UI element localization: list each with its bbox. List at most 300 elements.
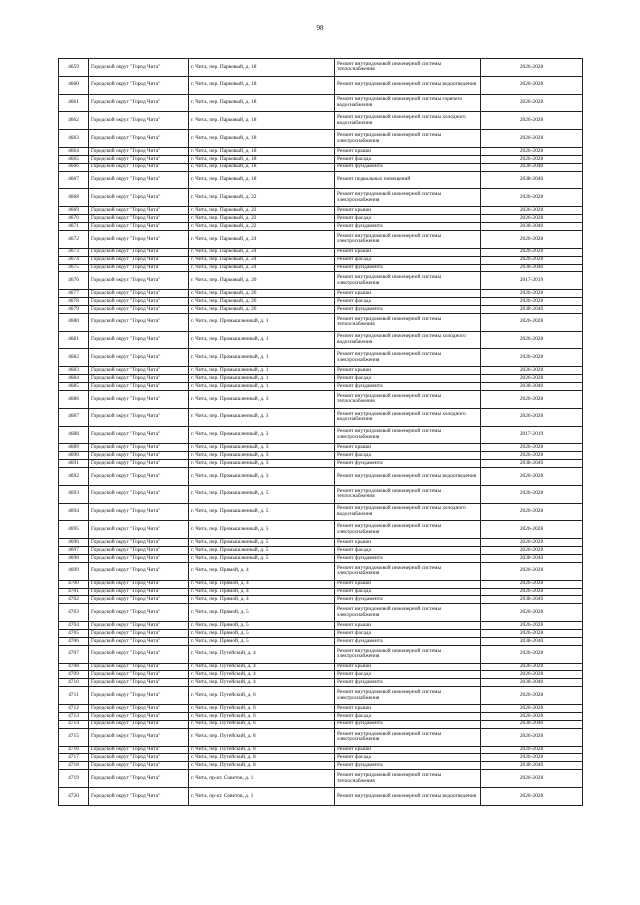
period-cell: 2026-2028	[481, 444, 583, 452]
work-type-cell: Ремонт крыши	[335, 539, 481, 547]
period-cell: 2026-2028	[481, 604, 583, 622]
work-type-cell: Ремонт фасада	[335, 671, 481, 679]
address-cell: г. Чита, пер. Парковый, д. 18	[189, 112, 335, 130]
table-row	[59, 171, 583, 189]
table-row	[59, 215, 583, 223]
address-cell: г. Чита, пер. Путейский, д. 6	[189, 705, 335, 713]
row-number: 4691	[59, 460, 89, 468]
municipality-cell: Городской округ "Город Чита"	[89, 256, 189, 264]
row-number: 4684	[59, 375, 89, 383]
municipality-cell: Городской округ "Город Чита"	[89, 248, 189, 256]
work-type-cell: Ремонт фасада	[335, 215, 481, 223]
municipality-cell: Городской округ "Город Чита"	[89, 207, 189, 215]
table-row	[59, 189, 583, 207]
table-row	[59, 539, 583, 547]
work-type-cell: Ремонт крыши	[335, 622, 481, 630]
address-cell: г. Чита, пер. Путейский, д. 4	[189, 645, 335, 663]
address-cell: г. Чита, пер. Промышленный, д. 1	[189, 375, 335, 383]
table-row	[59, 305, 583, 313]
municipality-cell: Городской округ "Город Чита"	[89, 223, 189, 231]
table-row	[59, 762, 583, 770]
period-cell: 2026-2028	[481, 408, 583, 426]
period-cell: 2038-2040	[481, 383, 583, 391]
work-type-cell: Ремонт внутридомовой инженерной системы холодного водоснабжения	[335, 503, 481, 521]
address-cell: г. Чита, пер. Парковый, д. 22	[189, 207, 335, 215]
work-type-cell: Ремонт фундамента	[335, 637, 481, 645]
address-cell: г. Чита, пер. Парковый, д. 18	[189, 130, 335, 148]
address-cell: г. Чита, пер. Прямой, д. 5	[189, 622, 335, 630]
table-row	[59, 313, 583, 331]
work-type-cell: Ремонт фундамента	[335, 264, 481, 272]
work-type-cell: Ремонт фасада	[335, 452, 481, 460]
table-row	[59, 588, 583, 596]
address-cell: г. Чита, пер. Промышленный, д. 3	[189, 467, 335, 485]
work-type-cell: Ремонт крыши	[335, 705, 481, 713]
work-type-cell: Ремонт фундамента	[335, 596, 481, 604]
period-cell: 2026-2028	[481, 155, 583, 163]
work-type-cell: Ремонт фасада	[335, 547, 481, 555]
table-row	[59, 272, 583, 290]
work-type-cell: Ремонт внутридомовой инженерной системы теплоснабжения	[335, 770, 481, 788]
row-number: 4668	[59, 189, 89, 207]
address-cell: г. Чита, пер. Промышленный, д. 1	[189, 349, 335, 367]
work-type-cell: Ремонт внутридомовой инженерной системы холодного водоснабжения	[335, 408, 481, 426]
table-row	[59, 59, 583, 77]
period-cell: 2026-2028	[481, 248, 583, 256]
table-row	[59, 604, 583, 622]
row-number: 4714	[59, 720, 89, 728]
address-cell: г. Чита, пер. Путейский, д. 6	[189, 720, 335, 728]
row-number: 4708	[59, 663, 89, 671]
row-number: 4706	[59, 637, 89, 645]
row-number: 4720	[59, 787, 89, 805]
period-cell: 2026-2028	[481, 130, 583, 148]
work-type-cell: Ремонт крыши	[335, 663, 481, 671]
row-number: 4670	[59, 215, 89, 223]
municipality-cell: Городской округ "Город Чита"	[89, 630, 189, 638]
work-type-cell: Ремонт внутридомовой инженерной системы электроснабжения	[335, 130, 481, 148]
table-row	[59, 390, 583, 408]
address-cell: г. Чита, пер. Парковый, д. 24	[189, 256, 335, 264]
work-type-cell: Ремонт крыши	[335, 290, 481, 298]
work-type-cell: Ремонт внутридомовой инженерной системы электроснабжения	[335, 349, 481, 367]
work-type-cell: Ремонт фундамента	[335, 383, 481, 391]
address-cell: г. Чита, пер. Парковый, д. 18	[189, 163, 335, 171]
table-row	[59, 485, 583, 503]
municipality-cell: Городской округ "Город Чита"	[89, 671, 189, 679]
row-number: 4680	[59, 313, 89, 331]
period-cell: 2017-2019	[481, 272, 583, 290]
period-cell: 2038-2040	[481, 637, 583, 645]
address-cell: г. Чита, пер. Путейский, д. 4	[189, 679, 335, 687]
row-number: 4666	[59, 163, 89, 171]
municipality-cell: Городской округ "Город Чита"	[89, 367, 189, 375]
address-cell: г. Чита, пер. Парковый, д. 22	[189, 215, 335, 223]
table-row	[59, 705, 583, 713]
row-number: 4687	[59, 408, 89, 426]
work-type-cell: Ремонт крыши	[335, 367, 481, 375]
row-number: 4686	[59, 390, 89, 408]
period-cell: 2038-2040	[481, 460, 583, 468]
table-row	[59, 147, 583, 155]
table-row	[59, 712, 583, 720]
municipality-cell: Городской округ "Город Чита"	[89, 728, 189, 746]
table-row	[59, 754, 583, 762]
row-number: 4710	[59, 679, 89, 687]
period-cell: 2026-2028	[481, 562, 583, 580]
page-number: 98	[316, 24, 324, 32]
row-number: 4695	[59, 521, 89, 539]
address-cell: г. Чита, пер. Путейский, д. 6	[189, 712, 335, 720]
work-type-cell: Ремонт внутридомовой инженерной системы электроснабжения	[335, 728, 481, 746]
period-cell: 2026-2028	[481, 622, 583, 630]
period-cell: 2026-2028	[481, 452, 583, 460]
period-cell: 2026-2028	[481, 215, 583, 223]
work-type-cell: Ремонт внутридомовой инженерной системы электроснабжения	[335, 562, 481, 580]
row-number: 4688	[59, 426, 89, 444]
period-cell: 2038-2040	[481, 305, 583, 313]
municipality-cell: Городской округ "Город Чита"	[89, 408, 189, 426]
work-type-cell: Ремонт внутридомовой инженерной системы холодного водоснабжения	[335, 112, 481, 130]
municipality-cell: Городской округ "Город Чита"	[89, 59, 189, 77]
row-number: 4703	[59, 604, 89, 622]
municipality-cell: Городской округ "Город Чита"	[89, 787, 189, 805]
address-cell: г. Чита, пер. Парковый, д. 18	[189, 155, 335, 163]
address-cell: г. Чита, пер. Промышленный, д. 1	[189, 313, 335, 331]
row-number: 4685	[59, 383, 89, 391]
row-number: 4681	[59, 331, 89, 349]
row-number: 4679	[59, 305, 89, 313]
period-cell: 2026-2028	[481, 503, 583, 521]
municipality-cell: Городской округ "Город Чита"	[89, 155, 189, 163]
address-cell: г. Чита, пер. Промышленный, д. 5	[189, 554, 335, 562]
row-number: 4698	[59, 554, 89, 562]
period-cell: 2026-2028	[481, 787, 583, 805]
row-number: 4709	[59, 671, 89, 679]
municipality-cell: Городской округ "Город Чита"	[89, 290, 189, 298]
table-row	[59, 547, 583, 555]
address-cell: г. Чита, пр-кт. Советов, д. 1	[189, 770, 335, 788]
municipality-cell: Городской округ "Город Чита"	[89, 687, 189, 705]
table-row	[59, 720, 583, 728]
address-cell: г. Чита, пер. Промышленный, д. 1	[189, 367, 335, 375]
row-number: 4701	[59, 588, 89, 596]
address-cell: г. Чита, пер. Промышленный, д. 5	[189, 539, 335, 547]
work-type-cell: Ремонт фасада	[335, 588, 481, 596]
municipality-cell: Городской округ "Город Чита"	[89, 645, 189, 663]
table-row	[59, 580, 583, 588]
table-row	[59, 467, 583, 485]
address-cell: г. Чита, пер. Парковый, д. 26	[189, 272, 335, 290]
municipality-cell: Городской округ "Город Чита"	[89, 147, 189, 155]
table-row	[59, 383, 583, 391]
table-row	[59, 503, 583, 521]
municipality-cell: Городской округ "Город Чита"	[89, 604, 189, 622]
address-cell: г. Чита, пер. Парковый, д. 24	[189, 264, 335, 272]
period-cell: 2026-2028	[481, 770, 583, 788]
work-type-cell: Ремонт внутридомовой инженерной системы водоотведения	[335, 76, 481, 94]
row-number: 4719	[59, 770, 89, 788]
address-cell: г. Чита, пер. Прямой, д. 4	[189, 562, 335, 580]
row-number: 4683	[59, 367, 89, 375]
work-type-cell: Ремонт внутридомовой инженерной системы холодного водоснабжения	[335, 331, 481, 349]
work-type-cell: Ремонт внутридомовой инженерной системы электроснабжения	[335, 645, 481, 663]
work-type-cell: Ремонт внутридомовой инженерной системы электроснабжения	[335, 604, 481, 622]
municipality-cell: Городской округ "Город Чита"	[89, 754, 189, 762]
table-row	[59, 452, 583, 460]
municipality-cell: Городской округ "Город Чита"	[89, 272, 189, 290]
municipality-cell: Городской округ "Город Чита"	[89, 622, 189, 630]
period-cell: 2026-2028	[481, 230, 583, 248]
table-row	[59, 728, 583, 746]
municipality-cell: Городской округ "Город Чита"	[89, 596, 189, 604]
address-cell: г. Чита, пер. Парковый, д. 26	[189, 305, 335, 313]
period-cell: 2026-2028	[481, 390, 583, 408]
table-row	[59, 248, 583, 256]
period-cell: 2038-2040	[481, 163, 583, 171]
table-row	[59, 367, 583, 375]
work-type-cell: Ремонт внутридомовой инженерной системы электроснабжения	[335, 272, 481, 290]
address-cell: г. Чита, пер. Прямой, д. 4	[189, 588, 335, 596]
municipality-cell: Городской округ "Город Чита"	[89, 467, 189, 485]
row-number: 4716	[59, 746, 89, 754]
table-row	[59, 554, 583, 562]
address-cell: г. Чита, пер. Промышленный, д. 1	[189, 331, 335, 349]
row-number: 4696	[59, 539, 89, 547]
work-type-cell: Ремонт фасада	[335, 754, 481, 762]
table-row	[59, 349, 583, 367]
row-number: 4692	[59, 467, 89, 485]
municipality-cell: Городской округ "Город Чита"	[89, 298, 189, 306]
address-cell: г. Чита, пер. Промышленный, д. 3	[189, 390, 335, 408]
work-type-cell: Ремонт фундамента	[335, 679, 481, 687]
table-row	[59, 223, 583, 231]
address-cell: г. Чита, пер. Промышленный, д. 3	[189, 452, 335, 460]
address-cell: г. Чита, пер. Промышленный, д. 5	[189, 547, 335, 555]
table-row	[59, 687, 583, 705]
table-row	[59, 630, 583, 638]
row-number: 4669	[59, 207, 89, 215]
address-cell: г. Чита, пер. Парковый, д. 24	[189, 248, 335, 256]
period-cell: 2026-2028	[481, 645, 583, 663]
municipality-cell: Городской округ "Город Чита"	[89, 94, 189, 112]
row-number: 4718	[59, 762, 89, 770]
municipality-cell: Городской округ "Город Чита"	[89, 762, 189, 770]
table-row	[59, 408, 583, 426]
row-number: 4694	[59, 503, 89, 521]
table-row	[59, 663, 583, 671]
period-cell: 2026-2028	[481, 290, 583, 298]
period-cell: 2038-2040	[481, 762, 583, 770]
address-cell: г. Чита, пер. Промышленный, д. 5	[189, 521, 335, 539]
period-cell: 2026-2028	[481, 298, 583, 306]
work-type-cell: Ремонт фасада	[335, 298, 481, 306]
table-row	[59, 375, 583, 383]
period-cell: 2026-2028	[481, 189, 583, 207]
table-row	[59, 637, 583, 645]
municipality-cell: Городской округ "Город Чита"	[89, 539, 189, 547]
table-row	[59, 130, 583, 148]
municipality-cell: Городской округ "Город Чита"	[89, 130, 189, 148]
work-type-cell: Ремонт фасада	[335, 630, 481, 638]
period-cell: 2038-2040	[481, 223, 583, 231]
municipality-cell: Городской округ "Город Чита"	[89, 76, 189, 94]
work-type-cell: Ремонт внутридомовой инженерной системы электроснабжения	[335, 426, 481, 444]
address-cell: г. Чита, пер. Промышленный, д. 5	[189, 503, 335, 521]
period-cell: 2026-2028	[481, 485, 583, 503]
period-cell: 2038-2040	[481, 264, 583, 272]
municipality-cell: Городской округ "Город Чита"	[89, 163, 189, 171]
address-cell: г. Чита, пер. Парковый, д. 18	[189, 59, 335, 77]
work-type-cell: Ремонт фундамента	[335, 223, 481, 231]
work-type-cell: Ремонт внутридомовой инженерной системы водоотведения	[335, 787, 481, 805]
address-cell: г. Чита, пер. Промышленный, д. 3	[189, 444, 335, 452]
address-cell: г. Чита, пер. Парковый, д. 22	[189, 223, 335, 231]
work-type-cell: Ремонт фундамента	[335, 720, 481, 728]
municipality-cell: Городской округ "Город Чита"	[89, 264, 189, 272]
row-number: 4711	[59, 687, 89, 705]
work-type-cell: Ремонт фундамента	[335, 163, 481, 171]
row-number: 4659	[59, 59, 89, 77]
work-type-cell: Ремонт фундамента	[335, 460, 481, 468]
work-type-cell: Ремонт фундамента	[335, 305, 481, 313]
period-cell: 2038-2040	[481, 720, 583, 728]
row-number: 4705	[59, 630, 89, 638]
period-cell: 2026-2028	[481, 728, 583, 746]
municipality-cell: Городской округ "Город Чита"	[89, 349, 189, 367]
period-cell: 2026-2028	[481, 331, 583, 349]
work-type-cell: Ремонт фасада	[335, 712, 481, 720]
table-row	[59, 562, 583, 580]
work-type-cell: Ремонт крыши	[335, 207, 481, 215]
municipality-cell: Городской округ "Город Чита"	[89, 712, 189, 720]
period-cell: 2026-2028	[481, 580, 583, 588]
row-number: 4713	[59, 712, 89, 720]
row-number: 4699	[59, 562, 89, 580]
municipality-cell: Городской округ "Город Чита"	[89, 663, 189, 671]
row-number: 4660	[59, 76, 89, 94]
municipality-cell: Городской округ "Город Чита"	[89, 383, 189, 391]
work-type-cell: Ремонт внутридомовой инженерной системы электроснабжения	[335, 521, 481, 539]
address-cell: г. Чита, пер. Промышленный, д. 5	[189, 485, 335, 503]
work-type-cell: Ремонт фундамента	[335, 762, 481, 770]
period-cell: 2026-2028	[481, 147, 583, 155]
period-cell: 2038-2040	[481, 679, 583, 687]
table-row	[59, 264, 583, 272]
period-cell: 2026-2028	[481, 712, 583, 720]
work-type-cell: Ремонт внутридомовой инженерной системы теплоснабжения	[335, 59, 481, 77]
row-number: 4707	[59, 645, 89, 663]
table-row	[59, 521, 583, 539]
work-type-cell: Ремонт внутридомовой инженерной системы теплоснабжения	[335, 390, 481, 408]
period-cell: 2026-2028	[481, 76, 583, 94]
work-type-cell: Ремонт фасада	[335, 155, 481, 163]
period-cell: 2026-2028	[481, 671, 583, 679]
period-cell: 2026-2028	[481, 112, 583, 130]
period-cell: 2026-2028	[481, 663, 583, 671]
table-row	[59, 787, 583, 805]
table-row	[59, 460, 583, 468]
address-cell: г. Чита, пер. Прямой, д. 5	[189, 604, 335, 622]
row-number: 4690	[59, 452, 89, 460]
table-row	[59, 679, 583, 687]
municipality-cell: Городской округ "Город Чита"	[89, 720, 189, 728]
row-number: 4700	[59, 580, 89, 588]
address-cell: г. Чита, пр-кт. Советов, д. 1	[189, 787, 335, 805]
row-number: 4671	[59, 223, 89, 231]
table-body	[59, 59, 583, 806]
municipality-cell: Городской округ "Город Чита"	[89, 375, 189, 383]
work-type-cell: Ремонт внутридомовой инженерной системы теплоснабжения	[335, 313, 481, 331]
address-cell: г. Чита, пер. Прямой, д. 5	[189, 637, 335, 645]
period-cell: 2026-2028	[481, 521, 583, 539]
address-cell: г. Чита, пер. Путейский, д. 8	[189, 762, 335, 770]
address-cell: г. Чита, пер. Парковый, д. 18	[189, 171, 335, 189]
row-number: 4661	[59, 94, 89, 112]
work-type-cell: Ремонт крыши	[335, 746, 481, 754]
table-row	[59, 426, 583, 444]
address-cell: г. Чита, пер. Промышленный, д. 1	[189, 383, 335, 391]
work-type-cell: Ремонт фундамента	[335, 554, 481, 562]
work-type-cell: Ремонт фасада	[335, 375, 481, 383]
period-cell: 2026-2028	[481, 349, 583, 367]
municipality-cell: Городской округ "Город Чита"	[89, 112, 189, 130]
municipality-cell: Городской округ "Город Чита"	[89, 562, 189, 580]
work-type-cell: Ремонт внутридомовой инженерной системы электроснабжения	[335, 687, 481, 705]
address-cell: г. Чита, пер. Путейский, д. 8	[189, 728, 335, 746]
municipality-cell: Городской округ "Город Чита"	[89, 215, 189, 223]
row-number: 4665	[59, 155, 89, 163]
table-row	[59, 256, 583, 264]
row-number: 4689	[59, 444, 89, 452]
address-cell: г. Чита, пер. Путейский, д. 6	[189, 687, 335, 705]
municipality-cell: Городской округ "Город Чита"	[89, 171, 189, 189]
row-number: 4672	[59, 230, 89, 248]
municipality-cell: Городской округ "Город Чита"	[89, 230, 189, 248]
work-type-cell: Ремонт подвальных помещений	[335, 171, 481, 189]
work-type-cell: Ремонт крыши	[335, 248, 481, 256]
period-cell: 2026-2028	[481, 630, 583, 638]
address-cell: г. Чита, пер. Прямой, д. 4	[189, 580, 335, 588]
row-number: 4667	[59, 171, 89, 189]
period-cell: 2038-2040	[481, 171, 583, 189]
period-cell: 2026-2028	[481, 539, 583, 547]
municipality-cell: Городской округ "Город Чита"	[89, 189, 189, 207]
row-number: 4674	[59, 256, 89, 264]
address-cell: г. Чита, пер. Прямой, д. 4	[189, 596, 335, 604]
municipality-cell: Городской округ "Город Чита"	[89, 426, 189, 444]
municipality-cell: Городской округ "Город Чита"	[89, 390, 189, 408]
period-cell: 2026-2028	[481, 367, 583, 375]
period-cell: 2026-2028	[481, 375, 583, 383]
row-number: 4682	[59, 349, 89, 367]
address-cell: г. Чита, пер. Парковый, д. 18	[189, 147, 335, 155]
table-row	[59, 331, 583, 349]
municipality-cell: Городской округ "Город Чита"	[89, 331, 189, 349]
work-type-cell: Ремонт внутридомовой инженерной системы горячего водоснабжения	[335, 94, 481, 112]
municipality-cell: Городской округ "Город Чита"	[89, 637, 189, 645]
municipality-cell: Городской округ "Город Чита"	[89, 679, 189, 687]
work-type-cell: Ремонт фасада	[335, 256, 481, 264]
table-row	[59, 444, 583, 452]
municipality-cell: Городской округ "Город Чита"	[89, 554, 189, 562]
repair-schedule-table	[58, 58, 583, 806]
municipality-cell: Городской округ "Город Чита"	[89, 580, 189, 588]
row-number: 4717	[59, 754, 89, 762]
row-number: 4702	[59, 596, 89, 604]
address-cell: г. Чита, пер. Парковый, д. 26	[189, 290, 335, 298]
table-row	[59, 596, 583, 604]
